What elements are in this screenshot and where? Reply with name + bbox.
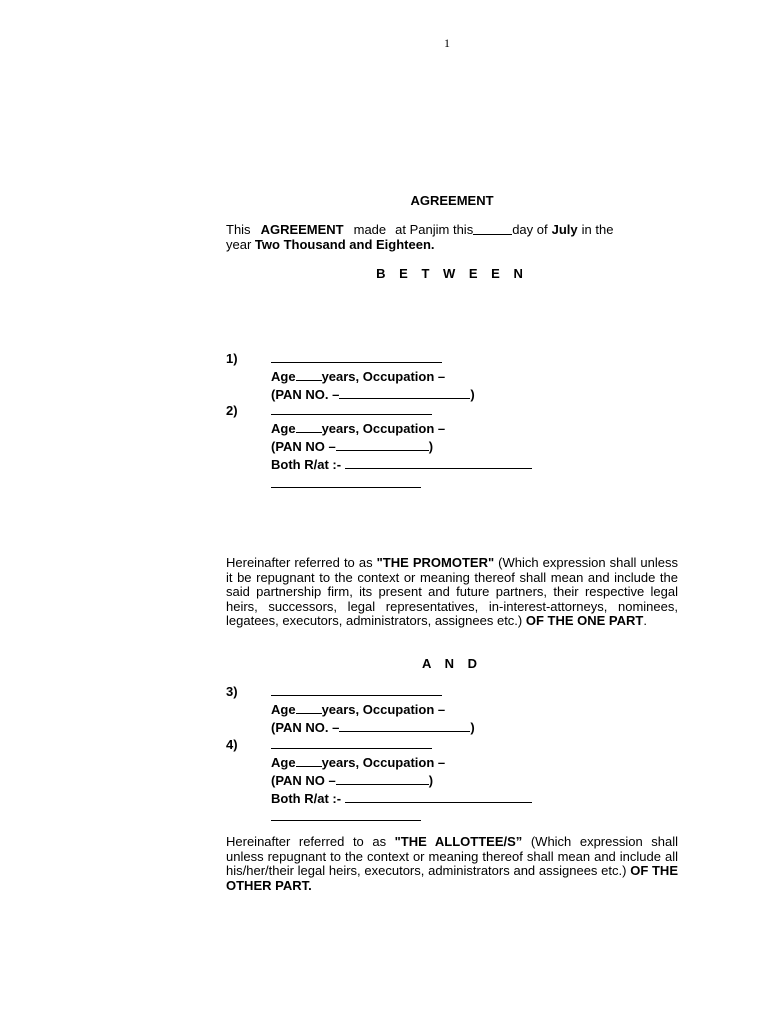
name-blank-4 xyxy=(271,748,432,749)
party-number-2: 2) xyxy=(226,403,238,418)
pan-label: (PAN NO. – xyxy=(271,720,340,735)
intro-year: Two Thousand and Eighteen. xyxy=(254,236,435,252)
age-label: Age xyxy=(271,369,296,384)
promoter-term: "THE PROMOTER" xyxy=(376,555,495,570)
promoter-paragraph xyxy=(226,556,678,629)
party-number-3: 3) xyxy=(226,684,238,699)
intro-word: This xyxy=(226,222,251,237)
para-text: (Which expression shall unless repugnant to the context or meaning thereof shall mean and include all his/her/their legal heirs, executors, administrators and assignees etc.) xyxy=(226,834,679,878)
age-label: Age xyxy=(271,702,296,717)
occupation-label: years, Occupation – xyxy=(321,369,446,384)
residence-blank-2 xyxy=(271,487,421,488)
pan-label: (PAN NO – xyxy=(271,773,336,788)
party-4-pan-line xyxy=(271,773,433,788)
page-number: 1 xyxy=(444,36,450,50)
pan-blank xyxy=(336,439,429,451)
occupation-label: years, Occupation – xyxy=(321,755,446,770)
occupation-label: years, Occupation – xyxy=(321,702,446,717)
age-blank xyxy=(296,421,322,433)
party-2-residence-line xyxy=(271,457,532,472)
residence-label: Both R/at :- xyxy=(271,457,342,472)
age-blank xyxy=(296,755,322,767)
one-part-term: OF THE ONE PART xyxy=(525,613,644,628)
party-2-pan-line xyxy=(271,439,433,454)
party-number-1: 1) xyxy=(226,351,238,366)
and-heading: A N D xyxy=(422,656,482,671)
age-blank xyxy=(296,369,322,381)
intro-word: made xyxy=(353,222,387,237)
pan-close: ) xyxy=(470,720,475,735)
name-blank-2 xyxy=(271,414,432,415)
intro-word: day of xyxy=(512,222,548,237)
party-number-4: 4) xyxy=(226,737,238,752)
pan-label: (PAN NO – xyxy=(271,439,336,454)
residence-blank xyxy=(345,791,532,803)
pan-blank xyxy=(339,387,470,399)
residence-blank xyxy=(345,457,532,469)
party-4-residence-line xyxy=(271,791,532,806)
para-text: (Which expression shall unless it be repugnant to the context or meaning thereof shall mean and include the said partnership firm, its present and future partners, their respective legal heirs, successors, legal representatives, in-interest-attorneys, nominees, legatees, executors, administrators, assignees etc.) xyxy=(226,555,678,628)
intro-agreement-word: AGREEMENT xyxy=(260,222,344,237)
intro-word: year xyxy=(226,236,252,252)
occupation-label: years, Occupation – xyxy=(321,421,446,436)
age-blank xyxy=(296,702,322,714)
intro-word: in the xyxy=(581,222,614,237)
pan-close: ) xyxy=(428,439,434,454)
day-blank xyxy=(473,223,512,235)
party-2-age-line xyxy=(271,421,445,436)
name-blank-3 xyxy=(271,695,442,696)
intro-line-2 xyxy=(226,238,678,253)
document-title: AGREEMENT xyxy=(410,193,494,208)
residence-label: Both R/at :- xyxy=(271,791,342,806)
pan-blank xyxy=(339,720,470,732)
residence-blank-4 xyxy=(271,820,421,821)
intro-paragraph xyxy=(226,223,678,252)
allottee-paragraph xyxy=(226,835,678,893)
party-1-pan-line xyxy=(271,387,475,402)
intro-month: July xyxy=(551,222,578,237)
age-label: Age xyxy=(271,421,296,436)
allottee-term: "THE ALLOTTEE/S” xyxy=(394,834,523,849)
party-3-age-line xyxy=(271,702,445,717)
pan-label: (PAN NO. – xyxy=(271,387,340,402)
name-blank-1 xyxy=(271,362,442,363)
between-heading: B E T W E E N xyxy=(376,266,528,281)
pan-close: ) xyxy=(428,773,434,788)
party-3-pan-line xyxy=(271,720,475,735)
intro-line-1 xyxy=(226,223,678,238)
para-text: Hereinafter referred to as xyxy=(226,555,377,570)
party-4-age-line xyxy=(271,755,445,770)
other-part-term: OF THE OTHER PART. xyxy=(226,863,678,893)
age-label: Age xyxy=(271,755,296,770)
pan-close: ) xyxy=(470,387,475,402)
intro-word: at Panjim this xyxy=(395,222,474,237)
party-1-age-line xyxy=(271,369,445,384)
pan-blank xyxy=(336,773,429,785)
para-text: Hereinafter referred to as xyxy=(226,834,395,849)
para-text: . xyxy=(643,613,647,628)
